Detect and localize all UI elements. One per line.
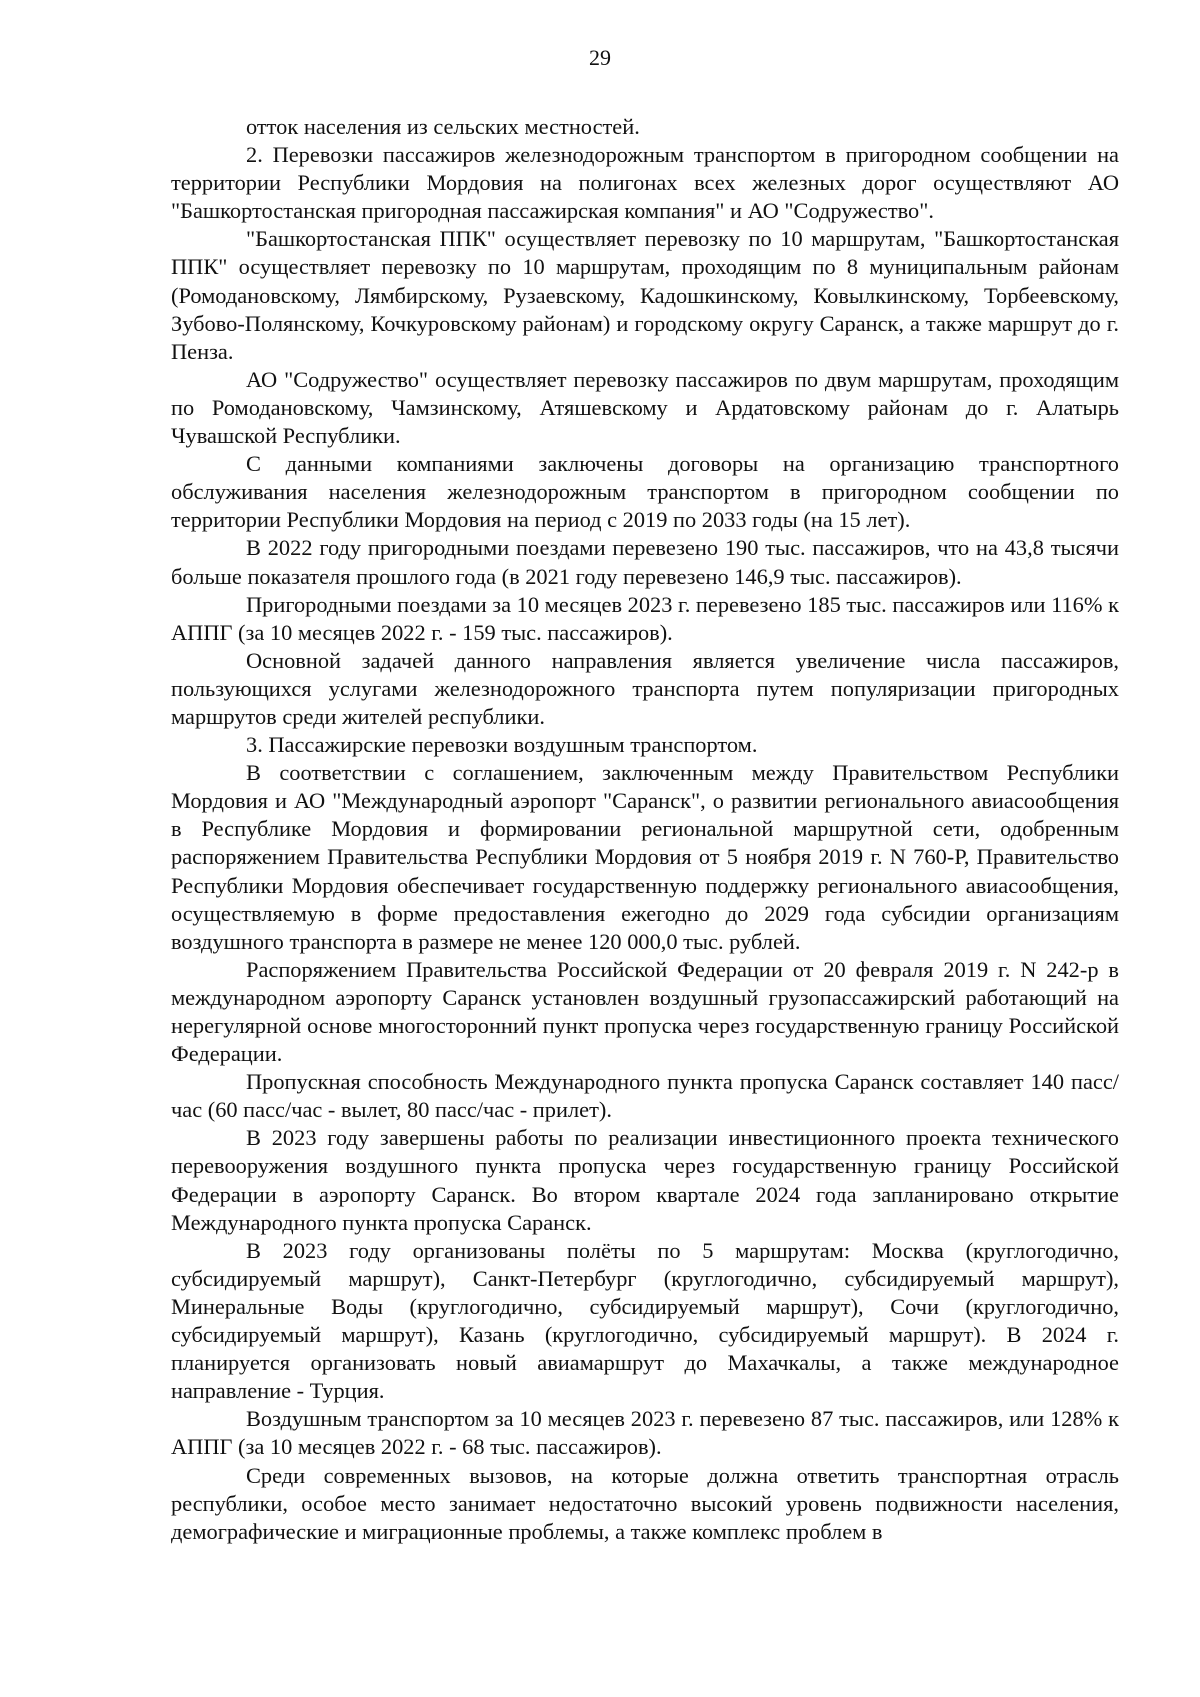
paragraph-checkpoint-modernization: В 2023 году завершены работы по реализации инвестиционного проекта технического перевооружения воздушного пункта пропуска через государственную границу Российской Федерации в аэропорту Саранск. Во втором квартале 2024 года запланировано открытие Международного пункта пропуска Саранск. bbox=[171, 1125, 1119, 1235]
paragraph-flight-routes-2023: В 2023 году организованы полёты по 5 маршрутам: Москва (круглогодично, субсидируемый маршрут), Санкт-Петербург (круглогодично, субсидируемый маршрут), Минеральные Воды (круглогодично, субсидируемый маршрут), Сочи (круглогодично, субсидируемый маршрут), Казань (круглогодично, субсидируемый маршрут). В 2024 г. планируется организовать новый авиамаршрут до Махачкалы, а также международное направление - Турция. bbox=[171, 1237, 1119, 1404]
paragraph-rail-2022-passengers: В 2022 году пригородными поездами перевезено 190 тыс. пассажиров, что на 43,8 тысячи больше показателя прошлого года (в 2021 году перевезено 146,9 тыс. пассажиров). bbox=[171, 535, 1119, 589]
paragraph-border-checkpoint-order: Распоряжением Правительства Российской Федерации от 20 февраля 2019 г. N 242-р в международном аэропорту Саранск установлен воздушный грузопассажирский работающий на нерегулярной основе многосторонний пункт пропуска через государственную границу Российской Федерации. bbox=[171, 956, 1119, 1067]
paragraph-rail-transport-operators: 2. Перевозки пассажиров железнодорожным транспортом в пригородном сообщении на территории Республики Мордовия на полигонах всех железных дорог осуществляют АО "Башкортостанская пригородная пассажирская компания" и АО "Содружество". bbox=[171, 142, 1119, 224]
paragraph-air-agreement: В соответствии с соглашением, заключенным между Правительством Республики Мордовия и АО "Международный аэропорт "Саранск", о развитии регионального авиасообщения в Республике Мордовия и формировании региональной маршрутной сети, одобренным распоряжением Правительства Республики Мордовия от 5 ноября 2019 г. N 760-Р, Правительство Республики Мордовия обеспечивает государственную поддержку регионального авиасообщения, осуществляемую в форме предоставления ежегодно до 2029 года субсидии организациям воздушного транспорта в размере не менее 120 000,0 тыс. рублей. bbox=[171, 760, 1119, 954]
paragraph-checkpoint-capacity: Пропускная способность Международного пункта пропуска Саранск составляет 140 пасс/час (60 пасс/час - вылет, 80 пасс/час - прилет). bbox=[171, 1069, 1119, 1123]
paragraph-rail-contracts: С данными компаниями заключены договоры на организацию транспортного обслуживания населения железнодорожным транспортом в пригородном сообщении по территории Республики Мордовия на период с 2019 по 2033 годы (на 15 лет). bbox=[171, 451, 1119, 533]
paragraph-air-2023-passengers: Воздушным транспортом за 10 месяцев 2023 г. перевезено 87 тыс. пассажиров, или 128% к АППГ (за 10 месяцев 2022 г. - 68 тыс. пассажиров). bbox=[171, 1406, 1119, 1460]
page-number: 29 bbox=[589, 45, 611, 70]
paragraph-rail-2023-passengers: Пригородными поездами за 10 месяцев 2023 г. перевезено 185 тыс. пассажиров или 116% к АППГ (за 10 месяцев 2022 г. - 159 тыс. пассажиров). bbox=[171, 591, 1119, 645]
paragraph-transport-challenges: Среди современных вызовов, на которые должна ответить транспортная отрасль республики, особое место занимает недостаточно высокий уровень подвижности населения, демографические и миграционные проблемы, а также комплекс проблем в bbox=[171, 1462, 1119, 1544]
paragraph-bashkortostan-ppk-routes: "Башкортостанская ППК" осуществляет перевозку по 10 маршрутам, "Башкортостанская ППК" осуществляет перевозку по 10 маршрутам, проходящим по 8 муниципальным районам (Ромодановскому, Лямбирскому, Рузаевскому, Кадошкинскому, Ковылкинскому, Торбеевскому, Зубово-Полянскому, Кочкуровскому районам) и городскому округу Саранск, а также маршрут до г. Пенза. bbox=[171, 226, 1119, 364]
paragraph-sodruzhestvo-routes: АО "Содружество" осуществляет перевозку пассажиров по двум маршрутам, проходящим по Ромодановскому, Чамзинскому, Атяшевскому и Ардатовскому районам до г. Алатырь Чувашской Республики. bbox=[171, 366, 1119, 449]
document-body bbox=[171, 113, 1119, 1546]
paragraph-rail-main-goal: Основной задачей данного направления является увеличение числа пассажиров, пользующихся услугами железнодорожного транспорта путем популяризации пригородных маршрутов среди жителей республики. bbox=[171, 647, 1119, 729]
paragraph-continuation: отток населения из сельских местностей. bbox=[246, 114, 640, 139]
paragraph-air-transport-heading: 3. Пассажирские перевозки воздушным транспортом. bbox=[246, 732, 758, 758]
